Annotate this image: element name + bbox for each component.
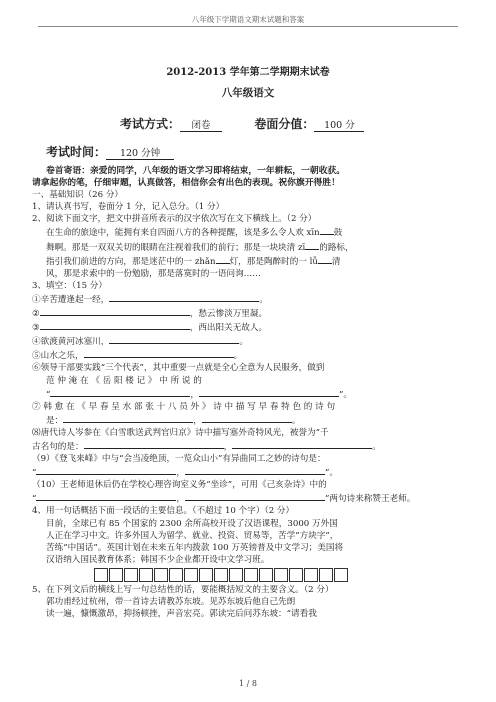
fill-item: 是： ， 。 <box>46 413 456 427</box>
exam-title: 2012-2013 学年第二学期期末试卷 <box>166 67 330 78</box>
answer-cell[interactable] <box>169 568 183 582</box>
answer-blank[interactable] <box>84 348 234 358</box>
method-label: 考试方式： <box>120 117 181 131</box>
fill-item: “ ， ”。 <box>32 465 456 479</box>
passage-line: 读一遍，慷慨激昂，抑扬顿挫，声音宏亮。郭读完后问苏东坡：“请看我 <box>46 609 317 620</box>
answer-blank[interactable] <box>84 439 224 449</box>
answer-cell[interactable] <box>139 568 153 582</box>
passage-line: 舞啊。那是一双双关切的眼睛在注视着我们的前行；那是一块块清 zī 的路标， <box>46 240 456 254</box>
fill-item: “ ， ”。 <box>46 387 456 401</box>
time-label: 考试时间： <box>46 145 107 159</box>
answer-blank[interactable] <box>40 306 190 316</box>
answer-cell[interactable] <box>199 568 213 582</box>
passage-line: 目前，全球已有 85 个国家的 2300 余所高校开设了汉语课程，3000 万外国 <box>46 518 338 529</box>
question-2: 2、阅读下面文字，把文中拼音所表示的汉字依次写在文下横线上。（2 分） <box>32 214 317 225</box>
answer-blank[interactable] <box>36 465 176 475</box>
fill-item: 范 仲 淹 在 《 岳 阳 楼 记 》 中 所 说 的 <box>46 375 202 386</box>
foreword-line: 请拿起你的笔，仔细审题，认真做答，相信你会有出色的表现。祝你旗开得胜！ <box>32 178 340 189</box>
fill-item: （9）《登飞来峰》中与“会当凌绝顶，一览众山小”有异曲同工之妙的诗句是： <box>32 454 326 465</box>
fill-item: ①辛苦遭逢起一经， 。 <box>32 292 456 306</box>
exam-subject: 八年级语文 <box>221 87 275 99</box>
page-header: 八年级下学期语文期末试题和答案 <box>191 15 305 24</box>
answer-blank[interactable] <box>36 491 176 501</box>
answer-blank[interactable] <box>40 320 190 330</box>
fill-item: ⑥领导干部要实践“三个代表”，其中重要一点就是全心全意为人民服务，做到 <box>32 363 325 374</box>
passage-line: 在生命的旅途中，能拥有来自四面八方的各种提醒，该是多么令人欢 xīn 鼓 <box>46 225 456 239</box>
answer-grid[interactable] <box>94 568 456 582</box>
passage-line: 指引我们前进的方向，那是迷茫中的一 zhǎn 灯，那是陶醉时的一 lǚ 清 <box>46 254 456 268</box>
answer-cell[interactable] <box>184 568 198 582</box>
answer-blank[interactable] <box>185 465 325 475</box>
answer-cell[interactable] <box>154 568 168 582</box>
fill-item: ④欲渡黄河冰塞川， 。 <box>32 334 456 348</box>
passage-line: 苦练“中国话”。英国计划在未来五年内拨款 100 万英镑普及中文学习；美国将 <box>46 542 344 553</box>
header-divider <box>38 26 458 27</box>
answer-cell[interactable] <box>289 568 303 582</box>
fill-item: ⑻唐代诗人岑参在《白雪歌送武判官归京》诗中描写塞外奇特风光，被誉为“千 <box>32 427 329 438</box>
exam-method-row <box>120 115 364 132</box>
answer-blank[interactable] <box>50 387 190 397</box>
answer-blank[interactable] <box>216 254 230 264</box>
question-1: 1、请认真书写，卷面分 1 分，记入总分。（1 分） <box>32 202 225 213</box>
question-3: 3、填空：（15 分） <box>32 280 107 291</box>
answer-cell[interactable] <box>214 568 228 582</box>
fill-item: ⑤山水之乐， 。 <box>32 348 456 362</box>
fill-item: ② ，愁云惨淡万里凝。 <box>32 306 456 320</box>
answer-cell[interactable] <box>94 568 108 582</box>
question-5: 5、在下列文后的横线上写一句总结性的话，要能概括短文的主要含义。（2 分） <box>32 584 334 595</box>
answer-cell[interactable] <box>244 568 258 582</box>
passage-line: 人正在学习中文。许多外国人为留学、就业、投资、贸易等，苦学“方块字”， <box>46 530 339 541</box>
page-number: 1 / 8 <box>239 679 257 688</box>
section-heading: 一、基础知识（26 分） <box>32 190 124 201</box>
passage-line: 风，那是求索中的一份勉励，那是落寞时的一语问询…… <box>46 268 261 279</box>
score-label: 卷面分值： <box>254 117 315 131</box>
answer-cell[interactable] <box>109 568 123 582</box>
answer-blank[interactable] <box>109 292 259 302</box>
passage-line: 郭功甫经过杭州，带一首诗去请教苏东坡。见苏东坡后他自己先朗 <box>46 597 296 607</box>
foreword-line: 卷首寄语：亲爱的同学，八年级的语文学习即将结束，一年耕耘，一朝收获。 <box>46 166 346 176</box>
fill-item: 古名句的是： ， 。 <box>32 439 456 453</box>
answer-cell[interactable] <box>259 568 273 582</box>
answer-blank[interactable] <box>63 413 193 423</box>
fill-item: “ ， ”两句诗来称赞王老师。 <box>32 491 456 505</box>
answer-blank[interactable] <box>185 491 325 501</box>
answer-cell[interactable] <box>274 568 288 582</box>
exam-body <box>32 165 456 620</box>
fill-item: ⑦ 韩 愈 在 《 早 春 呈 水 部 张 十 八 员 外 》 诗 中 描 写 早 春 特 色 的 诗 句 <box>32 401 336 412</box>
answer-blank[interactable] <box>232 439 372 449</box>
score-value: 100 分 <box>314 117 364 132</box>
answer-blank[interactable] <box>202 413 292 423</box>
answer-blank[interactable] <box>318 254 332 264</box>
question-4: 4、用一句话概括下面一段话的主要信息。（不超过 10 个字）（2 分） <box>32 506 295 517</box>
time-value: 120 分钟 <box>106 145 174 160</box>
answer-cell[interactable] <box>304 568 318 582</box>
answer-cell[interactable] <box>124 568 138 582</box>
answer-blank[interactable] <box>305 240 319 250</box>
fill-item: （10）王老师退休后仍在学校心理咨询室义务“坐诊”，可用《己亥杂诗》中的 <box>32 480 327 491</box>
answer-blank[interactable] <box>320 225 334 235</box>
method-value: 闭卷 <box>180 117 222 132</box>
answer-blank[interactable] <box>199 387 339 397</box>
answer-cell[interactable] <box>334 568 348 582</box>
fill-item: ③ ，西出阳关无故人。 <box>32 320 456 334</box>
answer-cell[interactable] <box>229 568 243 582</box>
passage-line: 汉语纳入国民教育体系；韩国不少企业都开设中文学习班。 <box>46 554 270 565</box>
answer-cell[interactable] <box>319 568 333 582</box>
answer-blank[interactable] <box>109 334 239 344</box>
exam-time-row <box>46 143 174 160</box>
